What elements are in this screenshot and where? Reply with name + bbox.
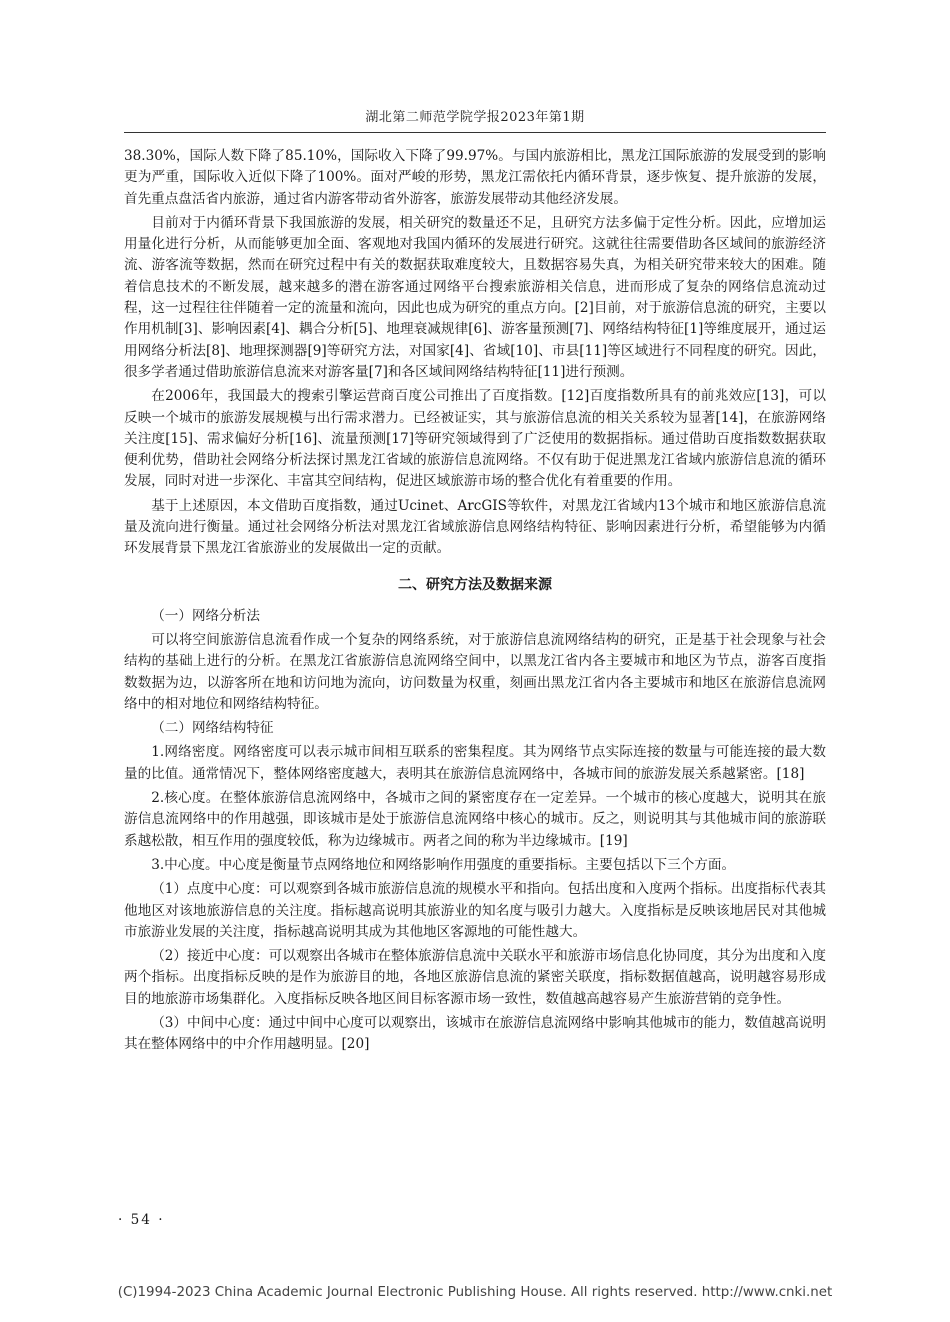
- header-rule: [124, 132, 826, 133]
- paragraph-1: 38.30%，国际人数下降了85.10%，国际收入下降了99.97%。与国内旅游相比，黑龙江国际旅游的发展受到的影响更为严重，国际收入近似下降了100%。面对严峻的形势，黑龙江需依托内循环背景，逐步恢复、提升旅游的发展，首先重点盘活省内旅游，通过省内游客带动省外游客，旅游发展带动其他经济发展。: [124, 148, 826, 207]
- subsection-network-structure: （二）网络结构特征: [151, 720, 274, 737]
- paragraph-2: 目前对于内循环背景下我国旅游的发展，相关研究的数量还不足，且研究方法多偏于定性分析。因此，应增加运用量化进行分析，从而能够更加全面、客观地对我国内循环的发展进行研究。这就往往需要借助各区域间的旅游经济流、游客流等数据，然而在研究过程中有关的数据获取难度较大，且数据容易失真，为相关研究带来较大的困难。随着信息技术的不断发展，越来越多的潜在游客通过网络平台搜索旅游相关信息，进而形成了复杂的网络信息流动过程，这一过程往往伴随着一定的流量和流向，因此也成为研究的重点方向。[2]目前，对于旅游信息流的研究，主要以作用机制[3]、影响因素[4]、耦合分析[5]、地理衰减规律[6]、游客量预测[7]、网络结构特征[1]等维度展开，通过运用网络分析法[8]、地理探测器[9]等研究方法，对国家[4]、省域[10]、市县[11]等区域进行不同程度的研究。因此，很多学者通过借助旅游信息流来对游客量[7]和各区域间网络结构特征[11]进行预测。: [124, 214, 826, 380]
- paragraph-4: 基于上述原因，本文借助百度指数，通过Ucinet、ArcGIS等软件，对黑龙江省域内13个城市和地区旅游信息流量及流向进行衡量。通过社会网络分析法对黑龙江省域旅游信息网络结构特征、影响因素进行分析，希望能够为内循环发展背景下黑龙江省旅游业的发展做出一定的贡献。: [124, 497, 826, 557]
- paragraph-degree-centrality: （1）点度中心度：可以观察到各城市旅游信息流的规模水平和指向。包括出度和入度两个指标。出度指标代表其他地区对该地旅游信息的关注度。指标越高说明其旅游业的知名度与吸引力越大。入度指标是反映该地居民对其他城市旅游业发展的关注度，指标越高说明其成为其他地区客源地的可能性越大。: [124, 881, 826, 940]
- copyright-footer: (C)1994-2023 China Academic Journal Electronic Publishing House. All rights reserved. http://www.cnki.net: [117, 1285, 833, 1300]
- running-header: 湖北第二师范学院学报2023年第1期: [365, 110, 585, 125]
- paragraph-betweenness-centrality: （3）中间中心度：通过中间中心度可以观察出，该城市在旅游信息流网络中影响其他城市的能力，数值越高说明其在整体网络中的中介作用越明显。[20]: [124, 1014, 826, 1053]
- paragraph-network-density: 1.网络密度。网络密度可以表示城市间相互联系的密集程度。其为网络节点实际连接的数量与可能连接的最大数量的比值。通常情况下，整体网络密度越大，表明其在旅游信息流网络中，各城市间的旅游发展关系越紧密。[18]: [124, 744, 826, 782]
- paragraph-3: 在2006年，我国最大的搜索引擎运营商百度公司推出了百度指数。[12]百度指数所具有的前兆效应[13]，可以反映一个城市的旅游发展规模与出行需求潜力。已经被证实，其与旅游信息流的相关关系较为显著[14]，在旅游网络关注度[15]、需求偏好分析[16]、流量预测[17]等研究领域得到了广泛使用的数据指标。通过借助百度指数数据获取便利优势，借助社会网络分析法探讨黑龙江省域的旅游信息流网络。不仅有助于促进黑龙江省域内旅游信息流的循环发展，同时对进一步深化、丰富其空间结构，促进区域旅游市场的整合优化有着重要的作用。: [124, 388, 826, 490]
- paragraph-core-degree: 2.核心度。在整体旅游信息流网络中，各城市之间的紧密度存在一定差异。一个城市的核心度越大，说明其在旅游信息流网络中的作用越强，即该城市是处于旅游信息流网络中核心的城市。反之，则说明其与其他城市间的旅游联系越松散，相互作用的强度较低，称为边缘城市。两者之间的称为半边缘城市。[19]: [124, 790, 826, 849]
- article-body: [124, 146, 826, 1059]
- paragraph-closeness-centrality: （2）接近中心度：可以观察出各城市在整体旅游信息流中关联水平和旅游市场信息化协同度，其分为出度和入度两个指标。出度指标反映的是作为旅游目的地，各地区旅游信息流的紧密关联度，指标数据值越高，说明越容易形成目的地旅游市场集群化。入度指标反映各地区间目标客源市场一致性，数值越高越容易产生旅游营销的竞争性。: [124, 948, 826, 1007]
- paragraph-centrality: 3.中心度。中心度是衡量节点网络地位和网络影响作用强度的重要指标。主要包括以下三个方面。: [151, 856, 736, 873]
- section-heading: 二、研究方法及数据来源: [398, 576, 552, 593]
- subsection-network-analysis: （一）网络分析法: [151, 607, 260, 624]
- page-number: · 54 ·: [118, 1212, 165, 1228]
- paragraph-5: 可以将空间旅游信息流看作成一个复杂的网络系统，对于旅游信息流网络结构的研究，正是基于社会现象与社会结构的基础上进行的分析。在黑龙江省旅游信息流网络空间中，以黑龙江省内各主要城市和地区为节点，游客百度指数数据为边，以游客所在地和访问地为流向，访问数量为权重，刻画出黑龙江省内各主要城市和地区在旅游信息流网络中的相对地位和网络结构特征。: [124, 631, 826, 712]
